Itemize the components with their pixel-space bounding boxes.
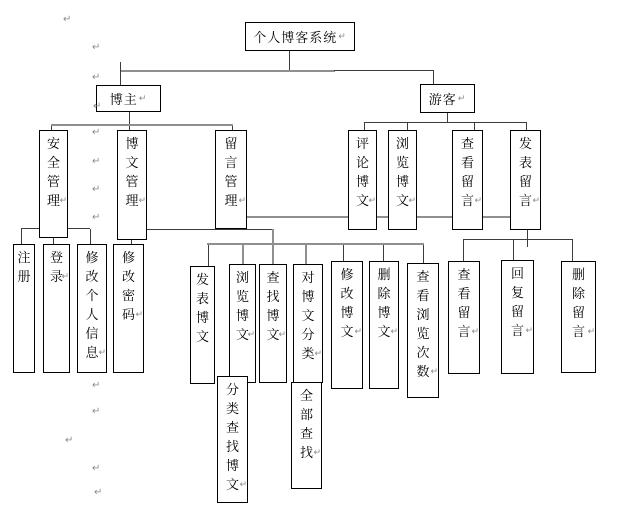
paragraph-mark: ↵	[92, 42, 101, 53]
node-delete-message[interactable]	[561, 261, 596, 373]
connector	[527, 228, 528, 247]
node-publish-post[interactable]	[190, 266, 215, 384]
connector	[90, 229, 91, 244]
node-security-management[interactable]	[39, 130, 68, 238]
node-visitor[interactable]	[420, 84, 475, 113]
node-label: 查看留言	[457, 267, 471, 339]
node-label: 查看浏览次数	[416, 269, 430, 379]
node-label: 发表留言	[518, 136, 532, 208]
connector	[120, 62, 121, 85]
node-register[interactable]	[13, 244, 35, 373]
connector	[208, 245, 209, 266]
node-label: 评论博文	[355, 136, 369, 208]
connector	[364, 122, 527, 123]
node-label: 删除博文	[377, 267, 391, 339]
connector	[289, 51, 290, 71]
node-login[interactable]	[43, 244, 70, 373]
node-label: 修改密码	[121, 250, 135, 322]
paragraph-mark: ↵	[338, 31, 347, 42]
paragraph-mark: ↵	[408, 196, 416, 206]
node-label: 发表博文	[195, 272, 209, 344]
paragraph-mark: ↵	[94, 487, 103, 498]
node-label: 浏览博文	[395, 136, 409, 208]
paragraph-mark: ↵	[135, 310, 143, 320]
paragraph-mark: ↵	[92, 72, 101, 83]
connector	[343, 245, 344, 261]
paragraph-mark: ↵	[65, 435, 74, 446]
node-label: 对博文分类	[301, 270, 315, 361]
node-label: 安全管理	[46, 136, 60, 208]
paragraph-mark: ↵	[587, 327, 595, 337]
connector	[423, 245, 424, 263]
paragraph-mark: ↵	[247, 330, 255, 340]
paragraph-mark: ↵	[92, 380, 101, 391]
connector	[364, 123, 365, 130]
connector	[305, 245, 307, 264]
paragraph-mark: ↵	[98, 348, 106, 358]
node-label: 分类查找博文	[225, 382, 239, 492]
node-label: 修改博文	[340, 267, 354, 339]
node-label: 游客	[428, 92, 457, 107]
paragraph-mark: ↵	[239, 480, 247, 490]
paragraph-mark: ↵	[138, 196, 146, 206]
connector	[383, 245, 384, 261]
paragraph-mark: ↵	[61, 272, 69, 282]
connector	[207, 243, 424, 245]
paragraph-mark: ↵	[59, 196, 67, 206]
node-categorize-post[interactable]	[293, 264, 323, 383]
node-label: 回复留言	[510, 266, 524, 338]
connector	[242, 245, 244, 264]
node-browse-post[interactable]	[229, 264, 256, 383]
node-comment-post[interactable]	[348, 130, 377, 230]
node-find-all[interactable]	[291, 382, 322, 489]
node-label: 删除留言	[571, 267, 585, 339]
paragraph-mark: ↵	[138, 93, 148, 104]
connector	[526, 123, 527, 130]
node-label: 浏览博文	[235, 270, 249, 342]
paragraph-mark: ↵	[525, 326, 533, 336]
connector	[51, 124, 233, 126]
node-reply-message[interactable]	[501, 260, 534, 374]
paragraph-mark: ↵	[278, 330, 286, 340]
connector	[147, 229, 273, 230]
connector	[21, 229, 22, 244]
connector	[407, 123, 408, 130]
paragraph-mark: ↵	[474, 196, 482, 206]
paragraph-mark: ↵	[238, 196, 246, 206]
paragraph-mark: ↵	[314, 349, 322, 359]
paragraph-mark: ↵	[93, 101, 102, 112]
node-delete-post[interactable]	[369, 261, 399, 389]
paragraph-mark: ↵	[390, 327, 398, 337]
node-browse-post-visitor[interactable]	[388, 130, 417, 230]
node-publish-message[interactable]	[510, 130, 541, 230]
node-label: 查看留言	[460, 136, 474, 208]
node-label: 修改个人信息	[85, 250, 99, 360]
paragraph-mark: ↵	[354, 327, 362, 337]
node-change-password[interactable]	[113, 244, 144, 373]
node-view-browse-count[interactable]	[407, 263, 439, 398]
node-edit-post[interactable]	[331, 261, 363, 389]
node-label: 登录	[49, 250, 63, 284]
paragraph-mark: ↵	[471, 327, 479, 337]
paragraph-mark: ↵	[63, 14, 72, 25]
node-label: 查找博文	[266, 270, 280, 342]
node-find-post[interactable]	[259, 264, 287, 383]
connector	[463, 239, 573, 240]
paragraph-mark: ↵	[92, 463, 101, 474]
node-view-message[interactable]	[448, 261, 480, 374]
node-label: 留言管理	[224, 136, 238, 208]
paragraph-mark: ↵	[457, 93, 467, 104]
node-category-find-post[interactable]	[217, 376, 248, 503]
paragraph-mark: ↵	[92, 212, 101, 223]
paragraph-mark: ↵	[92, 184, 101, 195]
node-post-management[interactable]	[117, 130, 147, 240]
paragraph-mark: ↵	[92, 127, 101, 138]
node-label: 博文管理	[125, 136, 139, 208]
paragraph-mark: ↵	[368, 196, 376, 206]
paragraph-mark: ↵	[532, 196, 540, 206]
node-label: 博主	[109, 92, 138, 107]
node-personal-blog-system[interactable]	[245, 22, 355, 51]
node-label: 全部查找	[299, 388, 313, 460]
connector	[334, 70, 434, 71]
paragraph-mark: ↵	[92, 156, 101, 167]
node-label: 注册	[17, 250, 31, 284]
paragraph-mark: ↵	[430, 367, 438, 377]
node-label: 个人博客系统	[253, 30, 338, 45]
connector	[474, 123, 475, 130]
connector	[120, 70, 335, 72]
node-edit-profile[interactable]	[77, 244, 107, 373]
connector	[572, 240, 573, 261]
connector	[272, 229, 274, 264]
connector	[433, 70, 434, 84]
connector	[463, 240, 464, 261]
connector	[513, 240, 514, 260]
node-view-message-visitor[interactable]	[452, 130, 483, 230]
connector	[129, 112, 130, 131]
paragraph-mark: ↵	[92, 406, 101, 417]
node-message-management[interactable]	[215, 130, 247, 229]
node-blogger[interactable]	[96, 85, 161, 112]
paragraph-mark: ↵	[313, 448, 321, 458]
